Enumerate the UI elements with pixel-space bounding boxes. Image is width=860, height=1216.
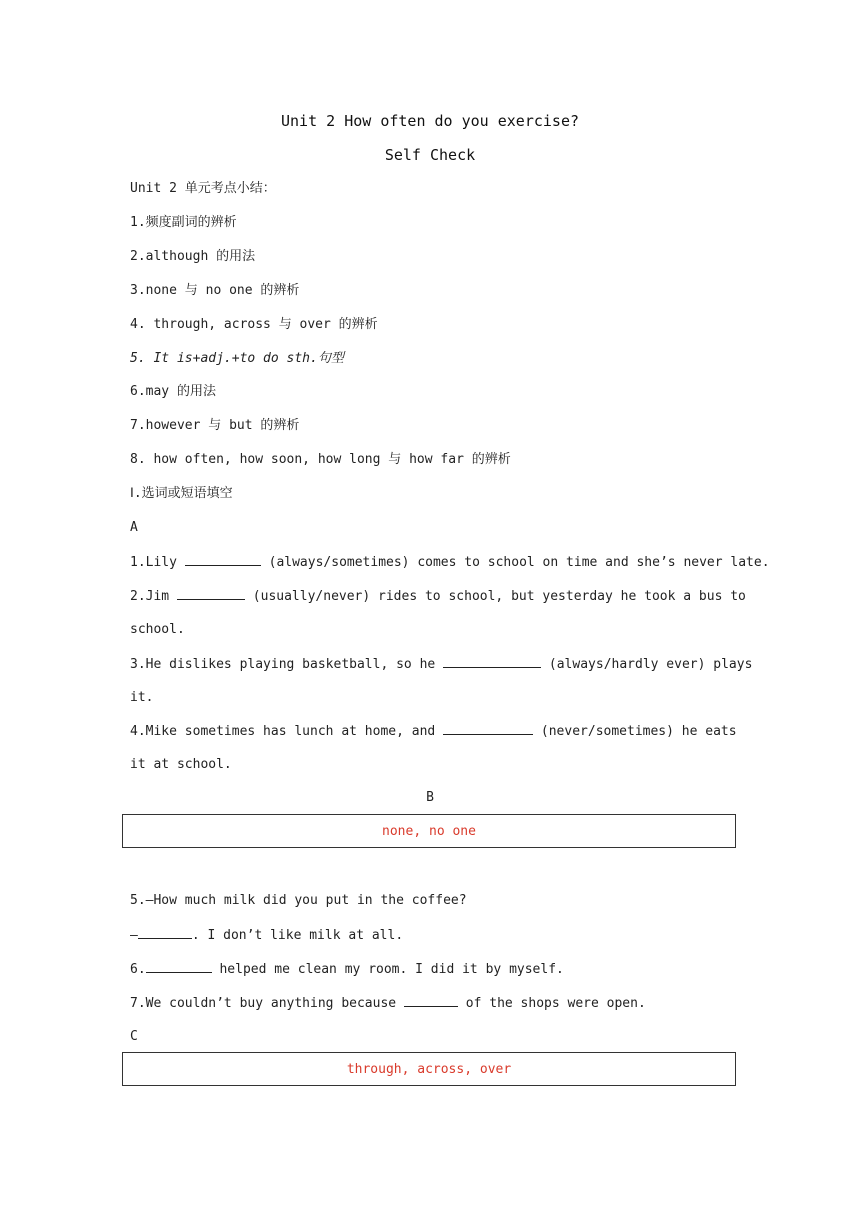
answer-blank[interactable] bbox=[185, 553, 261, 566]
question-5: 5.—How much milk did you put in the coffee? bbox=[130, 893, 467, 908]
question-text: 6. bbox=[130, 962, 146, 977]
point-item: 5. It is+adj.+to do sth.句型 bbox=[130, 351, 344, 366]
answer-blank[interactable] bbox=[177, 587, 245, 600]
question-text: 1.Lily bbox=[130, 555, 177, 570]
question-7 bbox=[130, 994, 730, 1013]
question-text: 2.Jim bbox=[130, 589, 170, 604]
question-text: it at school. bbox=[130, 757, 232, 772]
question-text: it. bbox=[130, 690, 154, 705]
answer-blank[interactable] bbox=[443, 722, 533, 735]
section-heading: Ⅰ.选词或短语填空 bbox=[130, 486, 233, 501]
question-6 bbox=[130, 960, 730, 979]
question-text: 7.We couldn’t buy anything because bbox=[130, 996, 397, 1011]
answer-blank[interactable] bbox=[443, 655, 541, 668]
question-text: . I don’t like milk at all. bbox=[191, 928, 404, 943]
question-2 bbox=[130, 587, 746, 606]
question-text: school. bbox=[130, 622, 185, 637]
document-subtitle: Self Check bbox=[384, 146, 476, 164]
section-a-label: A bbox=[130, 520, 138, 535]
question-text: (always/sometimes) comes to school on time and she’s never late. bbox=[268, 555, 770, 570]
question-1 bbox=[130, 553, 770, 572]
word-box-b bbox=[122, 814, 736, 848]
question-text: helped me clean my room. I did it by myself. bbox=[211, 962, 564, 977]
question-text: (never/sometimes) he eats bbox=[540, 724, 737, 739]
word-box-text: none, no one bbox=[382, 823, 476, 839]
question-4 bbox=[130, 722, 737, 741]
point-item: 7.however 与 but 的辨析 bbox=[130, 418, 300, 433]
point-item: 1.频度副词的辨析 bbox=[130, 215, 237, 230]
question-5-reply bbox=[130, 926, 730, 945]
question-text: 4.Mike sometimes has lunch at home, and bbox=[130, 724, 436, 739]
question-text: — bbox=[130, 928, 138, 943]
summary-heading: Unit 2 单元考点小结： bbox=[130, 181, 276, 196]
answer-blank[interactable] bbox=[138, 926, 192, 939]
question-text: of the shops were open. bbox=[465, 996, 646, 1011]
answer-blank[interactable] bbox=[146, 960, 212, 973]
section-c-label: C bbox=[130, 1029, 138, 1044]
point-item: 6.may 的用法 bbox=[130, 384, 216, 399]
answer-blank[interactable] bbox=[404, 994, 458, 1007]
word-box-c bbox=[122, 1052, 736, 1086]
point-item: 2.although 的用法 bbox=[130, 249, 256, 264]
section-b-label: B bbox=[426, 790, 434, 805]
document-title: Unit 2 How often do you exercise? bbox=[280, 112, 579, 130]
word-box-text: through, across, over bbox=[346, 1061, 512, 1077]
point-item: 8. how often, how soon, how long 与 how far 的辨析 bbox=[130, 452, 511, 467]
question-text: (always/hardly ever) plays bbox=[548, 657, 753, 672]
question-3 bbox=[130, 655, 753, 674]
question-text: 3.He dislikes playing basketball, so he bbox=[130, 657, 436, 672]
question-text: (usually/never) rides to school, but yesterday he took a bus to bbox=[252, 589, 746, 604]
point-item: 3.none 与 no one 的辨析 bbox=[130, 283, 300, 298]
point-item: 4. through, across 与 over 的辨析 bbox=[130, 317, 378, 332]
